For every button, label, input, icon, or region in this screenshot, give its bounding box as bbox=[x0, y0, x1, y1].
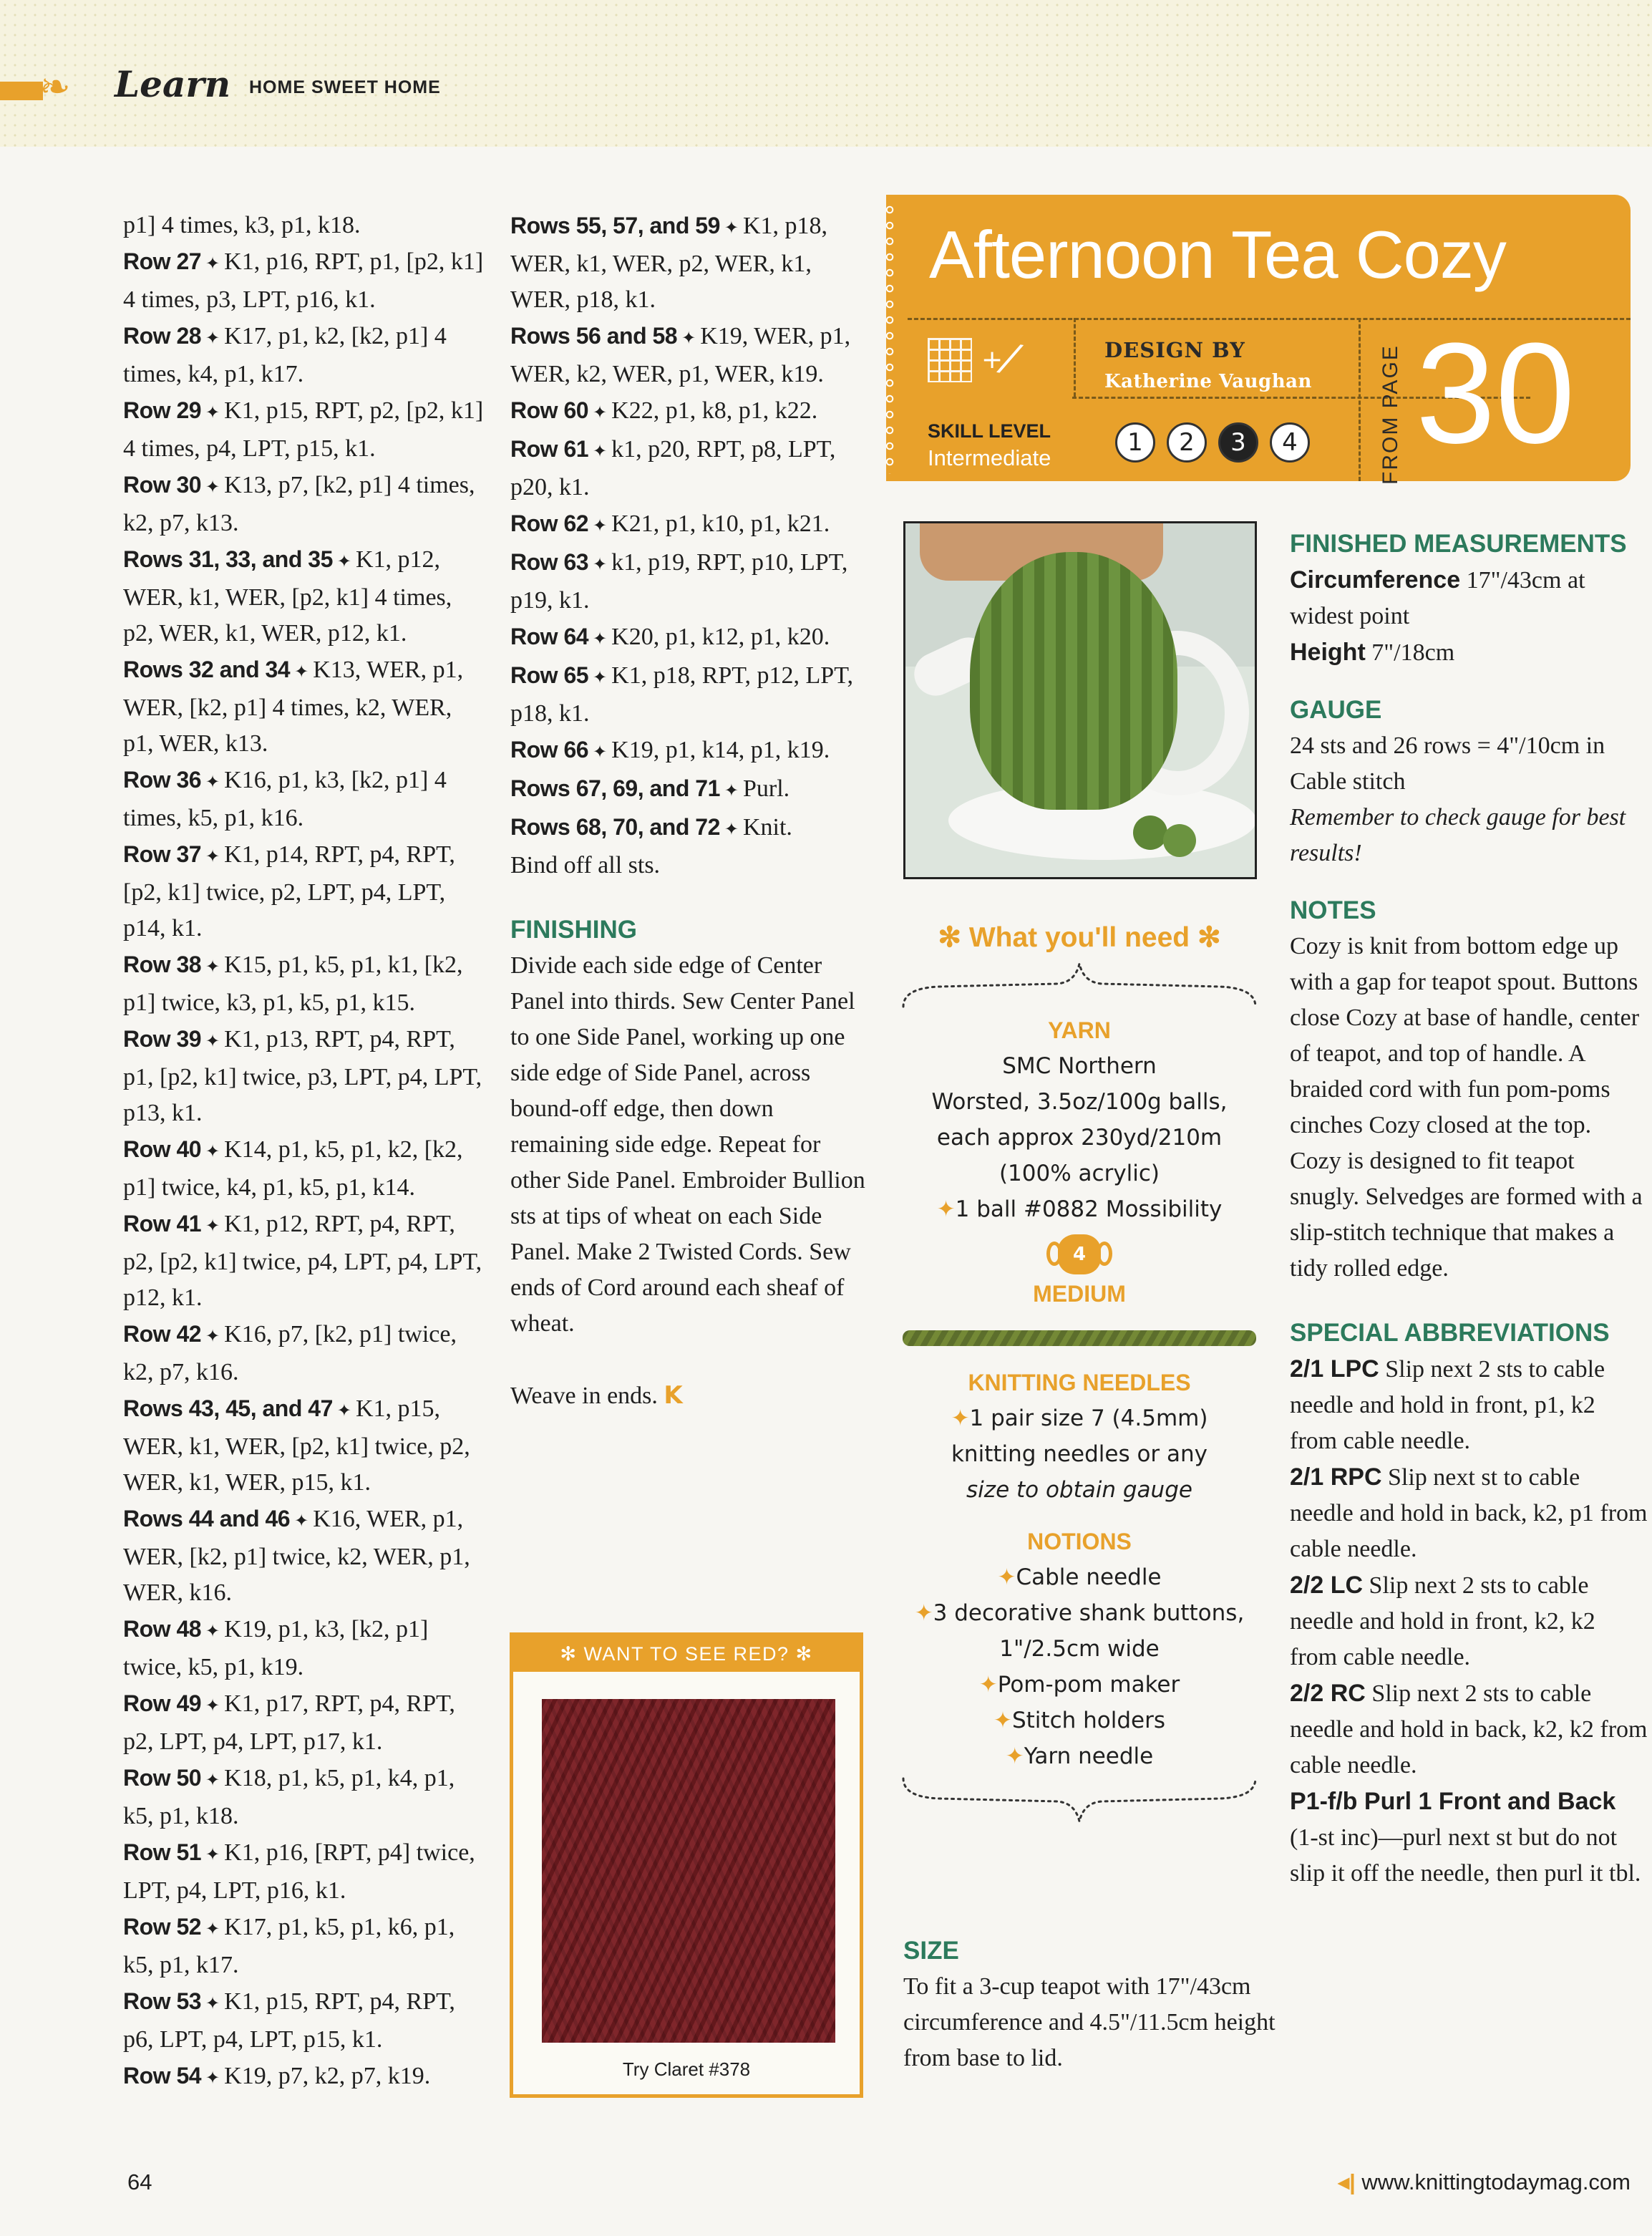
finishing-heading: FINISHING bbox=[510, 916, 637, 944]
learn-logo: Learn bbox=[115, 63, 231, 105]
skill-dot: 4 bbox=[1270, 422, 1310, 463]
pattern-row: Row 40 ✦ K14, p1, k5, p1, k2, [k2, p1] twice, k4, p1, k5, p1, k14. bbox=[123, 1136, 463, 1201]
row-text: K1, p15, RPT, p2, [p2, k1] 4 times, p4, LPT, p15, k1. bbox=[123, 397, 484, 462]
row-label: Rows 31, 33, and 35 bbox=[123, 546, 333, 572]
row-text: K1, p15, WER, k1, WER, [p2, k1] twice, p2, WER, k1, WER, p15, k1. bbox=[123, 1395, 470, 1496]
designer-name: Katherine Vaughan bbox=[1104, 371, 1312, 392]
size-section bbox=[903, 1933, 1276, 2076]
pattern-row: Row 39 ✦ K1, p13, RPT, p4, RPT, p1, [p2, k1] twice, p3, LPT, p4, LPT, p13, k1. bbox=[123, 1026, 482, 1126]
row-label: Row 42 bbox=[123, 1321, 202, 1347]
row-text: K1, p16, RPT, p1, [p2, k1] 4 times, p3, LPT, p16, k1. bbox=[123, 248, 484, 313]
row-label: Row 50 bbox=[123, 1765, 202, 1791]
pattern-row: Row 49 ✦ K1, p17, RPT, p4, RPT, p2, LPT, p4, LPT, p17, k1. bbox=[123, 1690, 455, 1755]
row-text: k1, p20, RPT, p8, LPT, p20, k1. bbox=[510, 436, 836, 500]
yarn-weight-label: MEDIUM bbox=[1033, 1281, 1126, 1307]
row-text: K16, WER, p1, WER, [k2, p1] twice, k2, WER, p1, WER, k16. bbox=[123, 1506, 470, 1606]
row-text: K13, p7, [k2, p1] 4 times, k2, p7, k13. bbox=[123, 472, 475, 536]
row-text: K17, p1, k2, [k2, p1] 4 times, k4, p1, k17. bbox=[123, 323, 447, 387]
row-label: Row 36 bbox=[123, 767, 202, 793]
notion-item: ✦Cable needle bbox=[997, 1564, 1162, 1590]
section-title: HOME SWEET HOME bbox=[249, 77, 441, 97]
knit-grid-icon bbox=[928, 338, 972, 382]
swatch-caption: Try Claret #378 bbox=[622, 2058, 751, 2080]
header-accent-bar bbox=[0, 82, 43, 100]
row-text: K19, p1, k3, [k2, p1] twice, k5, p1, k19. bbox=[123, 1616, 429, 1680]
title-card bbox=[886, 195, 1645, 485]
see-red-box bbox=[510, 1632, 863, 2098]
circumference-line: Circumference 17"/43cm at widest point bbox=[1290, 566, 1585, 629]
row-label: Row 38 bbox=[123, 952, 202, 977]
row-text: Bind off all sts. bbox=[510, 852, 661, 879]
pattern-row: Row 61 ✦ k1, p20, RPT, p8, LPT, p20, k1. bbox=[510, 436, 836, 500]
row-text: K14, p1, k5, p1, k2, [k2, p1] twice, k4, p1, k5, p1, k14. bbox=[123, 1136, 463, 1201]
size-text: To fit a 3-cup teapot with 17"/43cm circumference and 4.5"/11.5cm height from base to lid. bbox=[903, 1973, 1276, 2071]
row-text: K1, p12, RPT, p4, RPT, p2, [p2, k1] twice, p4, LPT, p4, LPT, p12, k1. bbox=[123, 1211, 482, 1311]
pattern-row: Row 62 ✦ K21, p1, k10, p1, k21. bbox=[510, 510, 830, 537]
row-label: Row 62 bbox=[510, 510, 589, 536]
pattern-row: Rows 31, 33, and 35 ✦ K1, p12, WER, k1, WER, [p2, k1] 4 times, p2, WER, k1, WER, p12, k1. bbox=[123, 546, 452, 647]
yarn-ball-line: ✦1 ball #0882 Mossibility bbox=[936, 1196, 1223, 1222]
row-label: Row 41 bbox=[123, 1211, 202, 1236]
row-text: K1, p18, WER, k1, WER, p2, WER, k1, WER, p18, k1. bbox=[510, 213, 828, 313]
abbreviation-item: 2/1 RPC Slip next st to cable needle and hold in back, k2, p1 from cable needle. bbox=[1290, 1463, 1648, 1562]
row-label: Rows 32 and 34 bbox=[123, 657, 291, 682]
plus-icon: + bbox=[981, 345, 1004, 374]
pattern-row: Row 63 ✦ k1, p19, RPT, p10, LPT, p19, k1. bbox=[510, 549, 848, 614]
notions-heading: NOTIONS bbox=[1027, 1529, 1132, 1554]
row-text: Knit. bbox=[742, 814, 792, 841]
row-text: K1, p15, RPT, p4, RPT, p6, LPT, p4, LPT, p15, k1. bbox=[123, 1988, 455, 2053]
pattern-row: Row 29 ✦ K1, p15, RPT, p2, [p2, k1] 4 times, p4, LPT, p15, k1. bbox=[123, 397, 484, 462]
row-label: Rows 56 and 58 bbox=[510, 323, 678, 349]
skill-dot: 3 bbox=[1218, 422, 1258, 463]
tea-cozy-photo bbox=[903, 521, 1257, 879]
row-text: K18, p1, k5, p1, k4, p1, k5, p1, k18. bbox=[123, 1765, 455, 1829]
row-text: K21, p1, k10, p1, k21. bbox=[611, 510, 830, 537]
gauge-heading: GAUGE bbox=[1290, 696, 1382, 724]
row-text: K19, p7, k2, p7, k19. bbox=[224, 2063, 431, 2089]
row-label: Row 39 bbox=[123, 1026, 202, 1052]
needles-line-2: knitting needles or any bbox=[951, 1441, 1208, 1467]
row-text: p1] 4 times, k3, p1, k18. bbox=[123, 212, 361, 238]
pattern-column-1 bbox=[123, 208, 488, 2096]
row-text: K22, p1, k8, p1, k22. bbox=[611, 397, 818, 424]
row-text: K16, p7, [k2, p1] twice, k2, p7, k16. bbox=[123, 1321, 457, 1385]
pattern-row: Rows 68, 70, and 72 ✦ Knit. bbox=[510, 814, 792, 841]
row-text: K1, p12, WER, k1, WER, [p2, k1] 4 times, p2, WER, k1, WER, p12, k1. bbox=[123, 546, 452, 647]
pattern-row: Row 52 ✦ K17, p1, k5, p1, k6, p1, k5, p1, k17. bbox=[123, 1914, 455, 1978]
pattern-title: Afternoon Tea Cozy bbox=[929, 217, 1506, 292]
row-text: K19, WER, p1, WER, k2, WER, p1, WER, k19. bbox=[510, 323, 851, 387]
pattern-row: Row 60 ✦ K22, p1, k8, p1, k22. bbox=[510, 397, 818, 424]
row-label: Row 27 bbox=[123, 248, 202, 274]
pattern-row: Rows 55, 57, and 59 ✦ K1, p18, WER, k1, WER, p2, WER, k1, WER, p18, k1. bbox=[510, 213, 828, 313]
measurements-heading: FINISHED MEASUREMENTS bbox=[1290, 530, 1627, 558]
pattern-row: Rows 32 and 34 ✦ K13, WER, p1, WER, [k2, p1] 4 times, k2, WER, p1, WER, k13. bbox=[123, 657, 464, 757]
yarn-heading: YARN bbox=[1048, 1017, 1111, 1043]
see-red-caption: ✻ WANT TO SEE RED? ✻ bbox=[513, 1636, 860, 1672]
height-line: Height 7"/18cm bbox=[1290, 639, 1455, 666]
finishing-text: Divide each side edge of Center Panel into thirds. Sew Center Panel to one Side Panel, working up one side edge of Side Panel, across bound-off edge, then down remaining side edge. Repeat for other Side Panel. Embroider Bullion sts at tips of wheat on each Side Panel. Make 2 Twisted Cords. Sew ends of Cord around each sheaf of wheat. bbox=[510, 952, 865, 1337]
from-page-label: FROM PAGE bbox=[1379, 344, 1402, 485]
row-label: Rows 68, 70, and 72 bbox=[510, 814, 720, 840]
swirl-icon: ❧ bbox=[39, 66, 71, 109]
pattern-row: Row 64 ✦ K20, p1, k12, p1, k20. bbox=[510, 624, 830, 650]
abbreviation-item: 2/2 RC Slip next 2 sts to cable needle and hold in back, k2, k2 from cable needle. bbox=[1290, 1680, 1648, 1778]
knit-icon-group bbox=[928, 334, 1056, 388]
pattern-row: Row 51 ✦ K1, p16, [RPT, p4] twice, LPT, p4, LPT, p16, k1. bbox=[123, 1839, 475, 1904]
pattern-row: Row 42 ✦ K16, p7, [k2, p1] twice, k2, p7, k16. bbox=[123, 1321, 457, 1385]
notion-item: ✦Yarn needle bbox=[1005, 1743, 1154, 1769]
weave-line: Weave in ends. K bbox=[510, 1381, 683, 1410]
abbreviation-item: P1-f/b Purl 1 Front and Back (1-st inc)—purl next st but do not slip it off the needle, then purl it tbl. bbox=[1290, 1788, 1641, 1887]
row-label: Row 48 bbox=[123, 1616, 202, 1642]
row-text: K20, p1, k12, p1, k20. bbox=[611, 624, 830, 650]
materials-title: ✻ What you'll need ✻ bbox=[938, 922, 1221, 953]
row-label: Row 53 bbox=[123, 1988, 202, 2014]
row-label: Rows 67, 69, and 71 bbox=[510, 775, 720, 801]
skill-dot: 1 bbox=[1115, 422, 1155, 463]
row-text: K1, p16, [RPT, p4] twice, LPT, p4, LPT, p16, k1. bbox=[123, 1839, 475, 1904]
yarn-line: (100% acrylic) bbox=[999, 1161, 1160, 1186]
pattern-row: Row 28 ✦ K17, p1, k2, [k2, p1] 4 times, k4, p1, k17. bbox=[123, 323, 447, 387]
notes-heading: NOTES bbox=[1290, 896, 1376, 924]
row-label: Row 54 bbox=[123, 2063, 202, 2089]
row-label: Row 52 bbox=[123, 1914, 202, 1940]
needles-line-1: ✦1 pair size 7 (4.5mm) bbox=[951, 1405, 1208, 1431]
needles-icon: ⁄ bbox=[1002, 334, 1018, 384]
row-label: Row 37 bbox=[123, 841, 202, 867]
row-text: Purl. bbox=[742, 775, 790, 802]
brace-top-icon bbox=[896, 959, 1263, 1010]
pattern-row: Row 66 ✦ K19, p1, k14, p1, k19. bbox=[510, 737, 830, 763]
end-mark-icon: K bbox=[664, 1381, 683, 1410]
row-text: k1, p19, RPT, p10, LPT, p19, k1. bbox=[510, 549, 848, 614]
row-text: K17, p1, k5, p1, k6, p1, k5, p1, k17. bbox=[123, 1914, 455, 1978]
pattern-row: Rows 44 and 46 ✦ K16, WER, p1, WER, [k2, p1] twice, k2, WER, p1, WER, k16. bbox=[123, 1506, 470, 1606]
abbreviation-item: 2/2 LC Slip next 2 sts to cable needle and hold in front, k2, k2 from cable needle. bbox=[1290, 1572, 1595, 1670]
row-text: K1, p14, RPT, p4, RPT, [p2, k1] twice, p2, LPT, p4, LPT, p14, k1. bbox=[123, 841, 455, 942]
pattern-row: Row 38 ✦ K15, p1, k5, p1, k1, [k2, p1] twice, k3, p1, k5, p1, k15. bbox=[123, 952, 463, 1016]
yarn-line: Worsted, 3.5oz/100g balls, bbox=[931, 1089, 1228, 1115]
row-label: Row 63 bbox=[510, 549, 589, 575]
pattern-row: Rows 56 and 58 ✦ K19, WER, p1, WER, k2, WER, p1, WER, k19. bbox=[510, 323, 851, 387]
skill-dot: 2 bbox=[1167, 422, 1207, 463]
pattern-row: Row 50 ✦ K18, p1, k5, p1, k4, p1, k5, p1, k18. bbox=[123, 1765, 455, 1829]
row-label: Row 61 bbox=[510, 436, 589, 462]
row-text: K1, p13, RPT, p4, RPT, p1, [p2, k1] twice, p3, LPT, p4, LPT, p13, k1. bbox=[123, 1026, 482, 1126]
skill-level-label: SKILL LEVEL bbox=[928, 420, 1051, 442]
pattern-column-2 bbox=[510, 208, 868, 1414]
row-label: Row 49 bbox=[123, 1690, 202, 1716]
row-label: Row 60 bbox=[510, 397, 589, 423]
size-heading: SIZE bbox=[903, 1937, 959, 1965]
pattern-row: Row 53 ✦ K1, p15, RPT, p4, RPT, p6, LPT, p4, LPT, p15, k1. bbox=[123, 1988, 455, 2053]
needles-line-3: size to obtain gauge bbox=[966, 1477, 1192, 1503]
pattern-row: Rows 67, 69, and 71 ✦ Purl. bbox=[510, 775, 790, 802]
gauge-note: Remember to check gauge for best results! bbox=[1290, 804, 1626, 866]
row-label: Row 40 bbox=[123, 1136, 202, 1162]
materials-panel bbox=[896, 916, 1263, 1834]
row-label: Row 29 bbox=[123, 397, 202, 423]
row-text: K1, p18, RPT, p12, LPT, p18, k1. bbox=[510, 662, 853, 727]
row-label: Rows 44 and 46 bbox=[123, 1506, 291, 1531]
skill-level-value: Intermediate bbox=[928, 445, 1051, 470]
pattern-row: Row 37 ✦ K1, p14, RPT, p4, RPT, [p2, k1] twice, p2, LPT, p4, LPT, p14, k1. bbox=[123, 841, 455, 942]
pattern-row: Row 36 ✦ K16, p1, k3, [k2, p1] 4 times, k5, p1, k16. bbox=[123, 767, 447, 831]
yarn-weight-icon: 4 bbox=[1044, 1233, 1115, 1276]
skill-level-dots bbox=[1115, 422, 1321, 463]
pattern-row: Row 41 ✦ K1, p12, RPT, p4, RPT, p2, [p2, k1] twice, p4, LPT, p4, LPT, p12, k1. bbox=[123, 1211, 482, 1311]
row-label: Row 66 bbox=[510, 737, 589, 763]
footer-url: ◂| www.knittingtodaymag.com bbox=[1338, 2169, 1631, 2194]
notes-text: Cozy is knit from bottom edge up with a gap for teapot spout. Buttons close Cozy at base of handle, center of teapot, and top of handle. A braided cord with fun pom-poms cinches Cozy closed at the top. Cozy is designed to fit teapot snugly. Selvedges are formed with a slip-stitch technique that makes a tidy rolled edge. bbox=[1290, 933, 1643, 1282]
needles-heading: KNITTING NEEDLES bbox=[968, 1370, 1191, 1395]
abbreviations-heading: SPECIAL ABBREVIATIONS bbox=[1290, 1319, 1610, 1347]
row-label: Row 30 bbox=[123, 472, 202, 498]
from-page-number: 30 bbox=[1416, 314, 1575, 473]
pattern-row: Row 30 ✦ K13, p7, [k2, p1] 4 times, k2, p7, k13. bbox=[123, 472, 475, 536]
pattern-row bbox=[510, 848, 868, 884]
arrow-icon: ◂| bbox=[1338, 2169, 1356, 2194]
row-text: K1, p17, RPT, p4, RPT, p2, LPT, p4, LPT, p17, k1. bbox=[123, 1690, 455, 1755]
yarn-line: SMC Northern bbox=[1002, 1053, 1157, 1079]
pattern-row: Rows 43, 45, and 47 ✦ K1, p15, WER, k1, WER, [p2, k1] twice, p2, WER, k1, WER, p15, k1. bbox=[123, 1395, 470, 1496]
claret-swatch-image bbox=[542, 1699, 835, 2043]
notion-item: ✦Pom-pom maker bbox=[978, 1672, 1180, 1698]
yarn-line: each approx 230yd/210m bbox=[936, 1125, 1223, 1151]
spiral-binding-icon bbox=[885, 202, 895, 474]
notion-item: ✦Stitch holders bbox=[993, 1708, 1165, 1733]
info-column bbox=[1290, 526, 1648, 1892]
row-label: Row 64 bbox=[510, 624, 589, 649]
gauge-text: 24 sts and 26 rows = 4"/10cm in Cable stitch bbox=[1290, 732, 1605, 795]
row-label: Rows 43, 45, and 47 bbox=[123, 1395, 333, 1421]
notion-item: 1"/2.5cm wide bbox=[999, 1636, 1160, 1662]
pattern-row bbox=[123, 208, 488, 243]
row-text: K19, p1, k14, p1, k19. bbox=[611, 737, 830, 763]
row-label: Row 51 bbox=[123, 1839, 202, 1865]
row-label: Row 65 bbox=[510, 662, 589, 688]
design-by-label: DESIGN BY bbox=[1104, 338, 1245, 362]
pattern-row: Row 65 ✦ K1, p18, RPT, p12, LPT, p18, k1. bbox=[510, 662, 853, 727]
row-text: K15, p1, k5, p1, k1, [k2, p1] twice, k3, p1, k5, p1, k15. bbox=[123, 952, 463, 1016]
pattern-row: Row 27 ✦ K1, p16, RPT, p1, [p2, k1] 4 times, p3, LPT, p16, k1. bbox=[123, 248, 484, 313]
row-label: Rows 55, 57, and 59 bbox=[510, 213, 720, 238]
notion-item: ✦3 decorative shank buttons, bbox=[914, 1600, 1245, 1626]
abbreviation-item: 2/1 LPC Slip next 2 sts to cable needle and hold in front, p1, k2 from cable needle. bbox=[1290, 1355, 1605, 1454]
row-text: K13, WER, p1, WER, [k2, p1] 4 times, k2, WER, p1, WER, k13. bbox=[123, 657, 464, 757]
yarn-strand-image bbox=[903, 1330, 1256, 1346]
brace-bottom-icon bbox=[896, 1774, 1263, 1831]
pattern-row: Row 54 ✦ K19, p7, k2, p7, k19. bbox=[123, 2063, 431, 2089]
section-header bbox=[0, 63, 501, 109]
pattern-row: Row 48 ✦ K19, p1, k3, [k2, p1] twice, k5, p1, k19. bbox=[123, 1616, 429, 1680]
page-number: 64 bbox=[127, 2169, 152, 2194]
row-label: Row 28 bbox=[123, 323, 202, 349]
row-text: K16, p1, k3, [k2, p1] 4 times, k5, p1, k16. bbox=[123, 767, 447, 831]
